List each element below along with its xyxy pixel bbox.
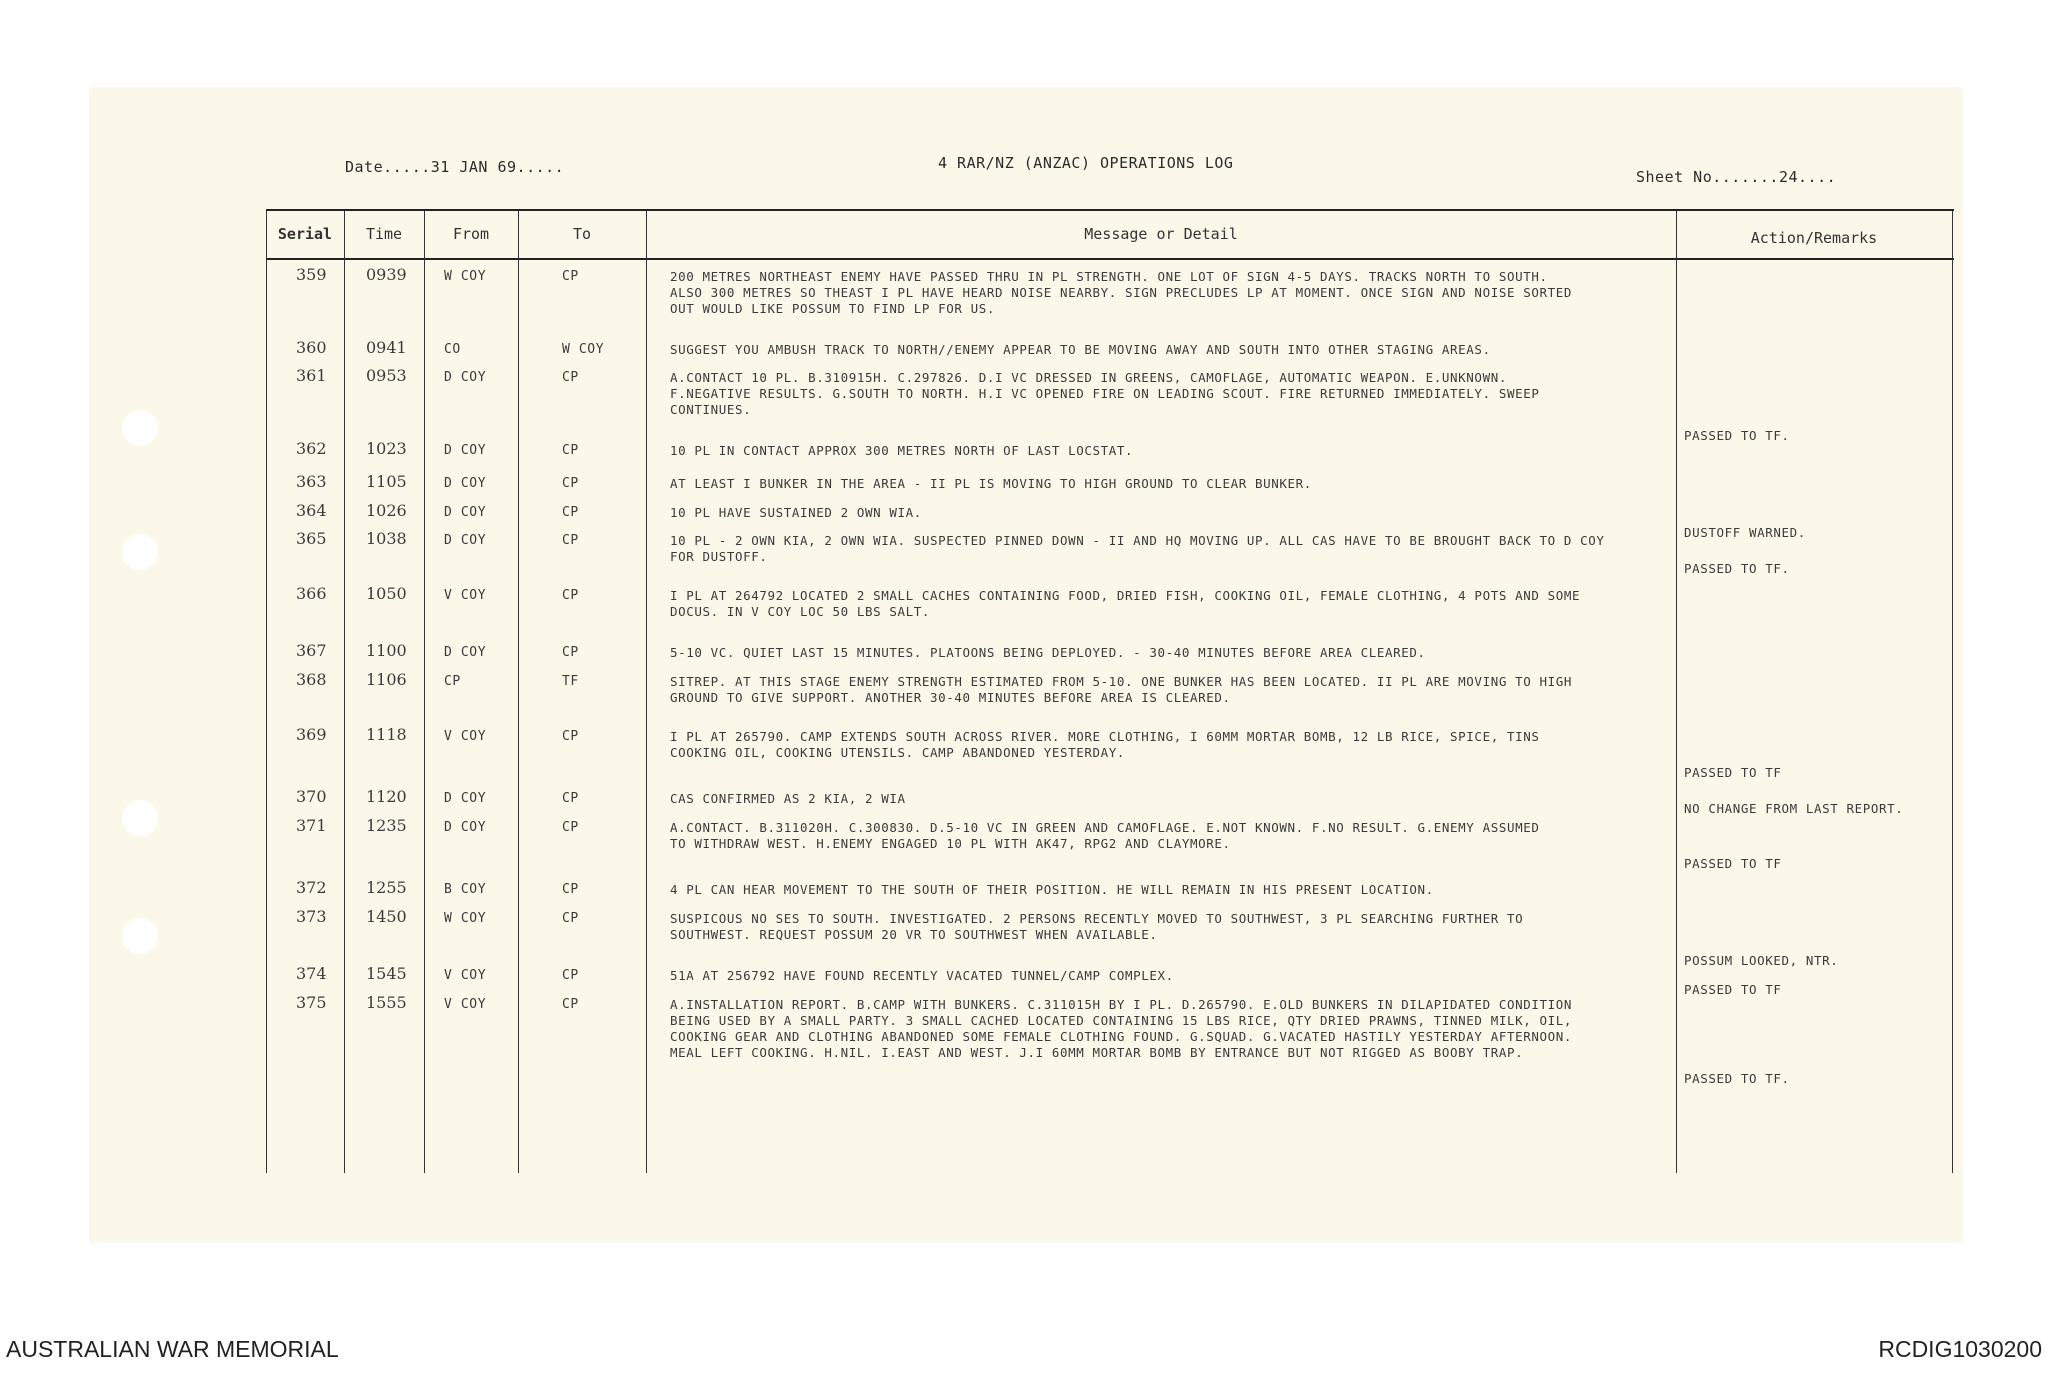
- message-cell: 10 PL IN CONTACT APPROX 300 METRES NORTH OF LAST LOCSTAT.: [670, 443, 1134, 458]
- message-cell: A.CONTACT. B.311020H. C.300830. D.5-10 VC IN GREEN AND CAMOFLAGE. E.NOT KNOWN. F.NO RESULT. G.ENEMY ASSUMED TO WITHDRAW WEST. H.ENEMY ENGAGED 10 PL WITH AK47, RPG2 AND CLAYMORE.: [670, 820, 1540, 851]
- from-cell: CO: [444, 342, 461, 357]
- time-cell: 1450: [366, 907, 407, 926]
- action-cell: POSSUM LOOKED, NTR.: [1684, 953, 1839, 968]
- to-cell: CP: [562, 997, 579, 1012]
- archive-credit: AUSTRALIAN WAR MEMORIAL: [6, 1336, 339, 1362]
- punch-hole: [122, 918, 158, 954]
- to-cell: W COY: [562, 342, 605, 357]
- time-cell: 0953: [366, 366, 407, 385]
- action-cell: PASSED TO TF.: [1684, 1071, 1790, 1086]
- log-table: [266, 209, 1954, 1173]
- to-cell: CP: [562, 729, 579, 744]
- to-cell: CP: [562, 645, 579, 660]
- time-cell: 1545: [366, 964, 407, 983]
- from-cell: W COY: [444, 269, 487, 284]
- serial-cell: 373: [296, 907, 327, 926]
- serial-cell: 368: [296, 670, 327, 689]
- serial-cell: 369: [296, 725, 327, 744]
- message-cell: A.INSTALLATION REPORT. B.CAMP WITH BUNKERS. C.311015H BY I PL. D.265790. E.OLD BUNKERS IN DILAPIDATED CONDITION BEING USED BY A SMALL PARTY. 3 SMALL CACHED LOCATED CONTAINING 15 LBS RICE, QTY DRIED PRAWNS, TINNED MILK, OIL, COOKING GEAR AND CLOTHING ABANDONED SOME FEMALE CLOTHING FOUND. G.SQUAD. G.VACATED HASTILY YESTERDAY AFTERNOON. MEAL LEFT COOKING. H.NIL. I.EAST AND WEST. J.I 60MM MORTAR BOMB BY ENTRANCE BUT NOT RIGGED AS BOOBY TRAP.: [670, 997, 1572, 1060]
- message-cell: 51A AT 256792 HAVE FOUND RECENTLY VACATED TUNNEL/CAMP COMPLEX.: [670, 968, 1174, 983]
- archive-reference: RCDIG1030200: [1878, 1336, 2042, 1362]
- from-cell: V COY: [444, 997, 487, 1012]
- from-cell: D COY: [444, 645, 487, 660]
- serial-cell: 366: [296, 584, 327, 603]
- serial-cell: 364: [296, 501, 327, 520]
- time-cell: 1050: [366, 584, 407, 603]
- serial-cell: 362: [296, 439, 327, 458]
- from-cell: D COY: [444, 370, 487, 385]
- header-divider: [266, 258, 1954, 260]
- from-cell: B COY: [444, 882, 487, 897]
- from-cell: D COY: [444, 820, 487, 835]
- action-cell: PASSED TO TF: [1684, 856, 1782, 871]
- message-cell: A.CONTACT 10 PL. B.310915H. C.297826. D.I VC DRESSED IN GREENS, CAMOFLAGE, AUTOMATIC WEAPON. E.UNKNOWN. F.NEGATIVE RESULTS. G.SOUTH TO NORTH. H.I VC OPENED FIRE ON LEADING SCOUT. FIRE RETURNED IMMEDIATELY. SWEEP CONTINUES.: [670, 370, 1540, 417]
- column-divider: [266, 211, 267, 1173]
- column-header-action: Action/Remarks: [1750, 229, 1878, 247]
- sheet-number: Sheet No.......24....: [1636, 168, 1837, 186]
- to-cell: CP: [562, 791, 579, 806]
- column-divider: [344, 211, 345, 1173]
- message-cell: I PL AT 265790. CAMP EXTENDS SOUTH ACROSS RIVER. MORE CLOTHING, I 60MM MORTAR BOMB, 12 LB RICE, SPICE, TINS COOKING OIL, COOKING UTENSILS. CAMP ABANDONED YESTERDAY.: [670, 729, 1540, 760]
- column-header-from: From: [452, 225, 490, 243]
- message-cell: I PL AT 264792 LOCATED 2 SMALL CACHES CONTAINING FOOD, DRIED FISH, COOKING OIL, FEMALE CLOTHING, 4 POTS AND SOME DOCUS. IN V COY LOC 50 LBS SALT.: [670, 588, 1581, 619]
- serial-cell: 370: [296, 787, 327, 806]
- to-cell: CP: [562, 820, 579, 835]
- serial-cell: 367: [296, 641, 327, 660]
- log-sheet: [90, 88, 1962, 1242]
- time-cell: 0939: [366, 265, 407, 284]
- from-cell: V COY: [444, 729, 487, 744]
- action-cell: PASSED TO TF: [1684, 982, 1782, 997]
- serial-cell: 372: [296, 878, 327, 897]
- log-title: 4 RAR/NZ (ANZAC) OPERATIONS LOG: [938, 154, 1234, 172]
- from-cell: D COY: [444, 791, 487, 806]
- time-cell: 1255: [366, 878, 407, 897]
- to-cell: CP: [562, 443, 579, 458]
- message-cell: CAS CONFIRMED AS 2 KIA, 2 WIA: [670, 791, 906, 806]
- action-cell: DUSTOFF WARNED.: [1684, 525, 1806, 540]
- to-cell: TF: [562, 674, 579, 689]
- time-cell: 1120: [366, 787, 407, 806]
- to-cell: CP: [562, 269, 579, 284]
- time-cell: 0941: [366, 338, 407, 357]
- time-cell: 1105: [366, 472, 407, 491]
- punch-hole: [122, 800, 158, 836]
- action-cell: NO CHANGE FROM LAST REPORT.: [1684, 801, 1904, 816]
- message-cell: AT LEAST I BUNKER IN THE AREA - II PL IS MOVING TO HIGH GROUND TO CLEAR BUNKER.: [670, 476, 1312, 491]
- message-cell: 10 PL HAVE SUSTAINED 2 OWN WIA.: [670, 505, 922, 520]
- time-cell: 1106: [366, 670, 407, 689]
- time-cell: 1555: [366, 993, 407, 1012]
- to-cell: CP: [562, 370, 579, 385]
- action-cell: PASSED TO TF.: [1684, 428, 1790, 443]
- column-divider: [646, 211, 647, 1173]
- message-cell: 4 PL CAN HEAR MOVEMENT TO THE SOUTH OF THEIR POSITION. HE WILL REMAIN IN HIS PRESENT LOCATION.: [670, 882, 1434, 897]
- message-cell: 5-10 VC. QUIET LAST 15 MINUTES. PLATOONS BEING DEPLOYED. - 30-40 MINUTES BEFORE AREA CLEARED.: [670, 645, 1426, 660]
- serial-cell: 363: [296, 472, 327, 491]
- column-divider: [518, 211, 519, 1173]
- message-cell: SUGGEST YOU AMBUSH TRACK TO NORTH//ENEMY APPEAR TO BE MOVING AWAY AND SOUTH INTO OTHER STAGING AREAS.: [670, 342, 1491, 357]
- message-cell: SITREP. AT THIS STAGE ENEMY STRENGTH ESTIMATED FROM 5-10. ONE BUNKER HAS BEEN LOCATED. II PL ARE MOVING TO HIGH GROUND TO GIVE SUPPORT. ANOTHER 30-40 MINUTES BEFORE AREA IS CLEARED.: [670, 674, 1572, 705]
- from-cell: W COY: [444, 911, 487, 926]
- column-divider: [1952, 211, 1953, 1173]
- time-cell: 1100: [366, 641, 407, 660]
- to-cell: CP: [562, 505, 579, 520]
- message-cell: 200 METRES NORTHEAST ENEMY HAVE PASSED THRU IN PL STRENGTH. ONE LOT OF SIGN 4-5 DAYS. TRACKS NORTH TO SOUTH. ALSO 300 METRES SO THEAST I PL HAVE HEARD NOISE NEARBY. SIGN PRECLUDES LP AT MOMENT. ONCE SIGN AND NOISE SORTED OUT WOULD LIKE POSSUM TO FIND LP FOR US.: [670, 269, 1572, 316]
- from-cell: D COY: [444, 505, 487, 520]
- column-header-message: Message or Detail: [1084, 225, 1238, 243]
- column-header-to: To: [572, 225, 592, 243]
- column-header-time: Time: [365, 225, 403, 243]
- time-cell: 1038: [366, 529, 407, 548]
- serial-cell: 360: [296, 338, 327, 357]
- column-divider: [1676, 211, 1677, 1173]
- message-cell: 10 PL - 2 OWN KIA, 2 OWN WIA. SUSPECTED PINNED DOWN - II AND HQ MOVING UP. ALL CAS HAVE TO BE BROUGHT BACK TO D COY FOR DUSTOFF.: [670, 533, 1605, 564]
- time-cell: 1026: [366, 501, 407, 520]
- time-cell: 1118: [366, 725, 407, 744]
- from-cell: D COY: [444, 533, 487, 548]
- punch-hole: [122, 534, 158, 570]
- time-cell: 1235: [366, 816, 407, 835]
- from-cell: V COY: [444, 968, 487, 983]
- from-cell: CP: [444, 674, 461, 689]
- to-cell: CP: [562, 588, 579, 603]
- to-cell: CP: [562, 911, 579, 926]
- message-cell: SUSPICOUS NO SES TO SOUTH. INVESTIGATED. 2 PERSONS RECENTLY MOVED TO SOUTHWEST, 3 PL SEARCHING FURTHER TO SOUTHWEST. REQUEST POSSUM 20 VR TO SOUTHWEST WHEN AVAILABLE.: [670, 911, 1524, 942]
- column-header-serial: Serial: [277, 225, 333, 243]
- to-cell: CP: [562, 968, 579, 983]
- serial-cell: 375: [296, 993, 327, 1012]
- to-cell: CP: [562, 882, 579, 897]
- from-cell: V COY: [444, 588, 487, 603]
- serial-cell: 365: [296, 529, 327, 548]
- column-divider: [424, 211, 425, 1173]
- action-cell: PASSED TO TF.: [1684, 561, 1790, 576]
- to-cell: CP: [562, 533, 579, 548]
- time-cell: 1023: [366, 439, 407, 458]
- serial-cell: 374: [296, 964, 327, 983]
- serial-cell: 371: [296, 816, 327, 835]
- date-field: Date.....31 JAN 69.....: [345, 158, 565, 176]
- serial-cell: 361: [296, 366, 327, 385]
- to-cell: CP: [562, 476, 579, 491]
- action-cell: PASSED TO TF: [1684, 765, 1782, 780]
- serial-cell: 359: [296, 265, 327, 284]
- from-cell: D COY: [444, 443, 487, 458]
- punch-hole: [122, 410, 158, 446]
- from-cell: D COY: [444, 476, 487, 491]
